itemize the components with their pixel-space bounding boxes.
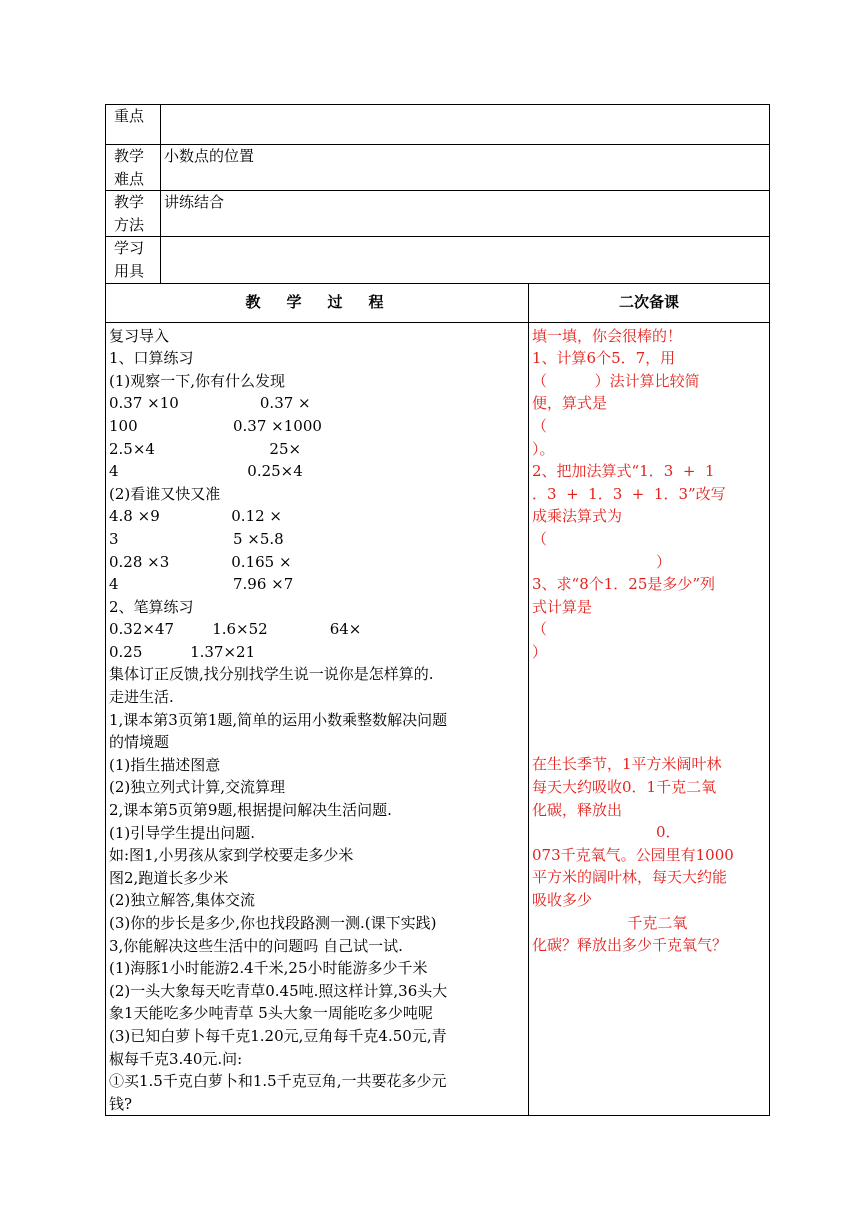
row-content: [106, 322, 770, 1116]
process-line: 0.25 1.37×21: [109, 642, 256, 661]
process-line: (3)已知白萝卜每千克1.20元,豆角每千克4.50元,青: [109, 1026, 447, 1045]
header-second-prep: 二次备课: [529, 283, 770, 322]
process-line: 象1天能吃多少吨青草 5头大象一周能吃多少吨呢: [109, 1004, 433, 1023]
second-prep-line: （ ）法计算比较简: [532, 371, 700, 390]
second-prep-line: 千克二氧: [532, 913, 688, 932]
second-prep-line: 每天大约吸收0．1千克二氧: [532, 778, 717, 797]
process-line: 3,你能解决这些生活中的问题吗 自己试一试.: [109, 936, 403, 955]
value-difficulty: 小数点的位置: [161, 145, 770, 191]
second-prep-line: 2、把加法算式“1．3 + 1: [532, 462, 715, 481]
process-line: (2)一头大象每天吃青草0.45吨.照这样计算,36头大: [109, 981, 448, 1000]
second-prep-line: 3、求“8个1．25是多少”列: [532, 575, 716, 594]
process-line: 1、口算练习: [109, 349, 194, 368]
process-lines: [109, 325, 525, 1116]
process-line: 4 0.25×4: [109, 462, 303, 481]
process-line: 100 0.37 ×1000: [109, 416, 322, 435]
process-content: [106, 322, 529, 1116]
second-prep-line: 式计算是: [532, 597, 593, 616]
second-prep-content: [529, 322, 770, 1116]
process-line: 0.37 ×10 0.37 ×: [109, 394, 311, 413]
second-prep-line: （: [532, 416, 548, 435]
value-tools: [161, 237, 770, 283]
process-line: (2)看谁又快又准: [109, 484, 221, 503]
process-line: 钱?: [109, 1094, 133, 1113]
second-prep-line: 平方米的阔叶林，每天大约能: [532, 868, 728, 887]
process-line: ①买1.5千克白萝卜和1.5千克豆角,一共要花多少元: [109, 1072, 447, 1091]
process-line: 椒每千克3.40元.问:: [109, 1049, 243, 1068]
second-prep-line: （: [532, 529, 548, 548]
row-tools: [106, 237, 770, 283]
process-line: 走进生活.: [109, 688, 174, 707]
process-line: (2)独立列式计算,交流算理: [109, 778, 286, 797]
second-prep-line: ）: [532, 552, 671, 571]
process-line: 2、笔算练习: [109, 597, 194, 616]
process-line: (2)独立解答,集体交流: [109, 891, 256, 910]
row-key-point: [106, 105, 770, 145]
second-prep-gap: [532, 663, 766, 753]
process-line: 图2,跑道长多少米: [109, 868, 229, 887]
process-line: 如:图1,小男孩从家到学校要走多少米: [109, 846, 354, 865]
second-prep-line: 0．: [532, 823, 681, 842]
process-line: 1,课本第3页第1题,简单的运用小数乘整数解决问题: [109, 710, 448, 729]
label-method: 教学 方法: [106, 191, 161, 237]
second-prep-line: 化碳，释放出: [532, 800, 623, 819]
process-line: (3)你的步长是多少,你也找段路测一测.(课下实践): [109, 914, 437, 932]
second-prep-line: ．3 + 1．3 + 1．3”改写: [532, 484, 726, 503]
process-line: (1)海豚1小时能游2.4千米,25小时能游多少千米: [109, 959, 428, 978]
row-difficulty: [106, 145, 770, 191]
second-prep-line: 填一填，你会很棒的！: [532, 326, 683, 345]
process-line: 2,课本第5页第9题,根据提问解决生活问题.: [109, 801, 392, 820]
second-prep-line: 便，算式是: [532, 394, 608, 413]
row-headers: [106, 283, 770, 322]
process-line: 2.5×4 25×: [109, 439, 302, 458]
value-method: 讲练结合: [161, 191, 770, 237]
process-line: 0.28 ×3 0.165 ×: [109, 552, 292, 571]
second-prep-line: 成乘法算式为: [532, 507, 623, 526]
second-prep-line: 吸收多少: [532, 891, 593, 910]
process-line: 0.32×47 1.6×52 64×: [109, 620, 362, 639]
header-process: 教学过程: [106, 283, 529, 322]
process-line: 复习导入: [109, 326, 170, 345]
process-line: 3 5 ×5.8: [109, 529, 284, 548]
process-line: 的情境题: [109, 733, 170, 752]
value-key-point: [161, 105, 770, 145]
process-line: (1)观察一下,你有什么发现: [109, 371, 286, 390]
second-prep-line: 1、计算6个5．7，用: [532, 349, 676, 368]
label-key-point: 重点: [106, 105, 161, 145]
second-prep-line: 073千克氧气。公园里有1000: [532, 845, 734, 864]
process-line: 4 7.96 ×7: [109, 575, 294, 594]
process-line: (1)引导学生提出问题.: [109, 823, 256, 842]
second-prep-line: （: [532, 620, 548, 639]
second-prep-line: ）: [532, 642, 548, 661]
second-prep-word-problem: [532, 753, 766, 956]
second-prep-exercises: [532, 325, 766, 664]
label-tools: 学习 用具: [106, 237, 161, 283]
process-line: 集体订正反馈,找分别找学生说一说你是怎样算的.: [109, 665, 434, 684]
row-method: [106, 191, 770, 237]
process-line: (1)指生描述图意: [109, 755, 221, 774]
process-line: 4.8 ×9 0.12 ×: [109, 507, 282, 526]
second-prep-line: 在生长季节，1平方米阔叶林: [532, 755, 722, 774]
second-prep-line: 化碳？释放出多少千克氧气？: [532, 936, 728, 955]
second-prep-line: ）。: [532, 439, 555, 458]
label-difficulty: 教学 难点: [106, 145, 161, 191]
lesson-plan-table: [105, 104, 770, 1116]
